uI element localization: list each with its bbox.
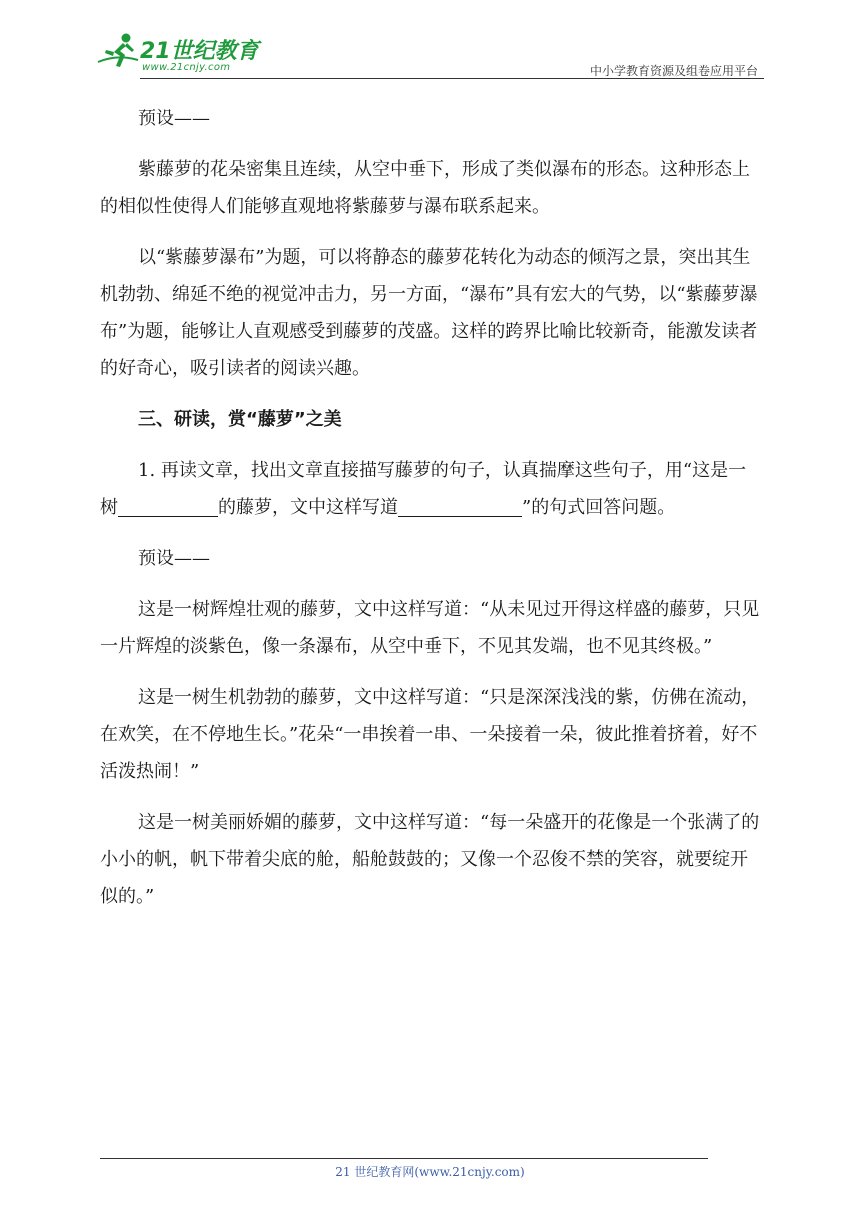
footer-text[interactable]: 21 世纪教育网(www.21cnjy.com): [335, 1165, 525, 1179]
paragraph-waterfall-shape: 紫藤萝的花朵密集且连续，从空中垂下，形成了类似瀑布的形态。这种形态上的相似性使得人们能够直观地将紫藤萝与瀑布联系起来。: [100, 159, 750, 217]
header-divider: [140, 78, 764, 79]
logo-url: www.21cnjy.com: [142, 62, 231, 73]
paragraph-title-meaning: 以“紫藤萝瀑布”为题，可以将静态的藤萝花转化为动态的倾泻之景，突出其生机勃勃、绵延不绝的视觉冲击力，另一方面，“瀑布”具有宏大的气势，以“紫藤萝瀑布”为题，能够让人直观感受到藤萝的茂盛。这样的跨界比喻比较新奇，能激发读者的好奇心，吸引读者的阅读兴趣。: [100, 247, 758, 379]
logo: [96, 30, 266, 76]
paragraph-vibrant: 这是一树生机勃勃的藤萝，文中这样写道：“只是深深浅浅的紫，仿佛在流动，在欢笑，在不停地生长。”花朵“一串挨着一串、一朵接着一朵，彼此推着挤着，好不活泼热闹！”: [100, 687, 760, 782]
question-1-part-a: 1. 再读文章，找出文章直接描写藤萝的句子，认真揣摩这些句子，用“这是一树: [100, 460, 747, 518]
question-1-part-c: ”的句式回答问题。: [522, 497, 676, 518]
section-heading: 三、研读，赏“藤萝”之美: [138, 409, 342, 430]
question-1-part-b: 的藤萝，文中这样写道: [218, 497, 398, 518]
document-body: [100, 100, 764, 915]
question-1: [100, 452, 764, 526]
logo-text: 21世纪教育: [140, 39, 259, 64]
answer-blank-1[interactable]: [118, 494, 218, 517]
runner-logo-icon: [96, 32, 140, 72]
header-platform-text: 中小学教育资源及组卷应用平台: [589, 64, 758, 78]
answer-blank-2[interactable]: [398, 494, 522, 517]
page-header: [96, 30, 764, 80]
footer-divider: [100, 1158, 708, 1159]
paragraph-preset-1: 预设——: [138, 108, 210, 129]
paragraph-preset-2: 预设——: [138, 548, 210, 569]
paragraph-splendid: 这是一树辉煌壮观的藤萝，文中这样写道：“从未见过开得这样盛的藤萝，只见一片辉煌的淡紫色，像一条瀑布，从空中垂下，不见其发端，也不见其终极。”: [100, 599, 760, 657]
paragraph-charming: 这是一树美丽娇媚的藤萝，文中这样写道：“每一朵盛开的花像是一个张满了的小小的帆，帆下带着尖底的舱，船舱鼓鼓的；又像一个忍俊不禁的笑容，就要绽开似的。”: [100, 812, 760, 907]
